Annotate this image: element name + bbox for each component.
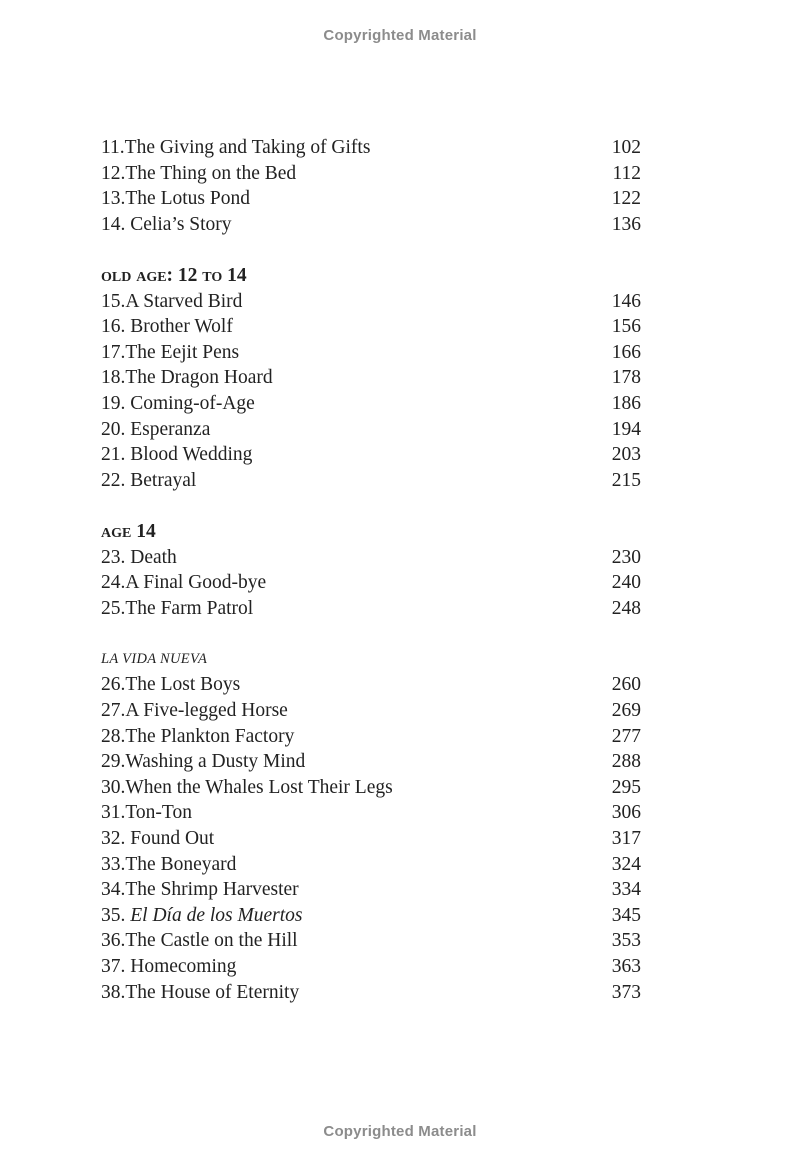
toc-entry-title: 37. Homecoming — [101, 956, 237, 977]
toc-entry-title: 21. Blood Wedding — [101, 444, 253, 466]
toc-entry[interactable] — [101, 391, 646, 417]
toc-entry[interactable] — [101, 135, 646, 161]
toc-entry-page: 324 — [611, 853, 641, 875]
toc-entry[interactable] — [101, 672, 646, 698]
toc-entry-title: 32. Found Out — [101, 828, 215, 850]
toc-entry-title: 11.The Giving and Taking of Gifts — [101, 137, 371, 158]
toc-entry[interactable] — [101, 314, 646, 340]
toc-entry[interactable] — [101, 980, 646, 1006]
toc-entry-page: 373 — [611, 981, 641, 1003]
toc-entry-title: 16. Brother Wolf — [101, 316, 233, 338]
toc-entry-page: 353 — [611, 930, 641, 952]
toc-entry[interactable] — [101, 954, 646, 980]
toc-entry-title: 17.The Eejit Pens — [101, 341, 240, 363]
watermark-top: Copyrighted Material — [323, 27, 477, 44]
toc-entry-page: 363 — [611, 956, 641, 977]
toc-entry-title: 29.Washing a Dusty Mind — [101, 751, 306, 773]
toc-entry-page: 240 — [611, 572, 641, 594]
toc-entry-title: 23. Death — [101, 546, 177, 568]
toc-entry-title: 12.The Thing on the Bed — [101, 162, 297, 184]
toc-entry[interactable] — [101, 186, 646, 212]
watermark-bottom: Copyrighted Material — [323, 1123, 477, 1140]
toc-entry-page: 306 — [611, 802, 641, 824]
toc-entry[interactable] — [101, 442, 646, 468]
toc-entry[interactable] — [101, 928, 646, 954]
toc-entry-page: 334 — [611, 879, 641, 901]
toc-entry[interactable] — [101, 570, 646, 596]
toc-entry[interactable] — [101, 800, 646, 826]
toc-entry-title: 22. Betrayal — [101, 469, 197, 491]
toc-entry-page: 194 — [611, 418, 641, 440]
toc-entry-title: 26.The Lost Boys — [101, 674, 241, 696]
section-heading-age-14: age 14 — [101, 520, 156, 542]
toc-entry[interactable] — [101, 749, 646, 775]
toc-entry-title: 30.When the Whales Lost Their Legs — [101, 776, 393, 798]
toc-entry-page: 203 — [611, 444, 641, 466]
toc-entry-title: 14. Celia’s Story — [101, 213, 232, 235]
toc-entry-page: 112 — [612, 162, 641, 184]
toc-entry[interactable] — [101, 545, 646, 571]
section-heading-la-vida-nueva: LA VIDA NUEVA — [101, 650, 208, 667]
toc-entry[interactable] — [101, 826, 646, 852]
toc-entry[interactable] — [101, 468, 646, 494]
toc-entry-title: 38.The House of Eternity — [101, 981, 300, 1003]
toc-entry-page: 186 — [611, 392, 641, 414]
toc-entry-page: 178 — [611, 367, 641, 389]
toc-entry-title: 24.A Final Good-bye — [101, 572, 267, 594]
toc-entry-page: 122 — [611, 188, 641, 210]
toc-entry-title: 20. Esperanza — [101, 418, 211, 440]
toc-entry-page: 136 — [611, 213, 641, 235]
toc-entry-page: 102 — [611, 137, 641, 158]
toc-entry-title: 27.A Five-legged Horse — [101, 700, 288, 722]
toc-entry-page: 269 — [611, 700, 641, 722]
toc-entry-page: 248 — [611, 597, 641, 619]
toc-entry[interactable] — [101, 417, 646, 443]
toc-entry-title: 35. El Día de los Muertos — [101, 904, 303, 926]
toc-entry-title: 13.The Lotus Pond — [101, 188, 250, 210]
toc-entry[interactable] — [101, 903, 646, 929]
toc-entry[interactable] — [101, 852, 646, 878]
toc-entry-page: 288 — [611, 751, 641, 773]
toc-entry[interactable] — [101, 365, 646, 391]
toc-entry-title: 33.The Boneyard — [101, 853, 237, 875]
toc-entry[interactable] — [101, 775, 646, 801]
toc-entry-page: 295 — [611, 776, 641, 798]
toc-entry-page: 215 — [611, 469, 641, 491]
toc-entry[interactable] — [101, 596, 646, 622]
toc-entry-title: 18.The Dragon Hoard — [101, 367, 273, 389]
toc-entry[interactable] — [101, 289, 646, 315]
toc-entry-title: 36.The Castle on the Hill — [101, 930, 298, 952]
toc-entry-page: 230 — [611, 546, 641, 568]
toc-entry-title: 19. Coming-of-Age — [101, 392, 255, 414]
toc-entry-page: 156 — [611, 316, 641, 338]
toc-entry[interactable] — [101, 212, 646, 238]
section-heading-old-age: old age: 12 to 14 — [101, 264, 247, 286]
toc-entry-page: 260 — [611, 674, 641, 696]
toc-entry-page: 345 — [611, 904, 641, 926]
toc-entry[interactable] — [101, 724, 646, 750]
toc-entry[interactable] — [101, 161, 646, 187]
toc-entry[interactable] — [101, 340, 646, 366]
toc-entry[interactable] — [101, 698, 646, 724]
toc-entry-title: 15.A Starved Bird — [101, 290, 243, 312]
toc-entry-page: 146 — [611, 290, 641, 312]
toc-entry-page: 317 — [611, 828, 641, 850]
toc-entry-page: 277 — [611, 725, 641, 747]
toc-entry-title: 28.The Plankton Factory — [101, 725, 295, 747]
toc-entry-page: 166 — [611, 341, 641, 363]
toc-entry-title: 25.The Farm Patrol — [101, 597, 254, 619]
toc-entry[interactable] — [101, 877, 646, 903]
toc-entry-title: 34.The Shrimp Harvester — [101, 879, 299, 901]
toc-entry-title: 31.Ton-Ton — [101, 802, 192, 824]
table-of-contents — [101, 135, 646, 1005]
